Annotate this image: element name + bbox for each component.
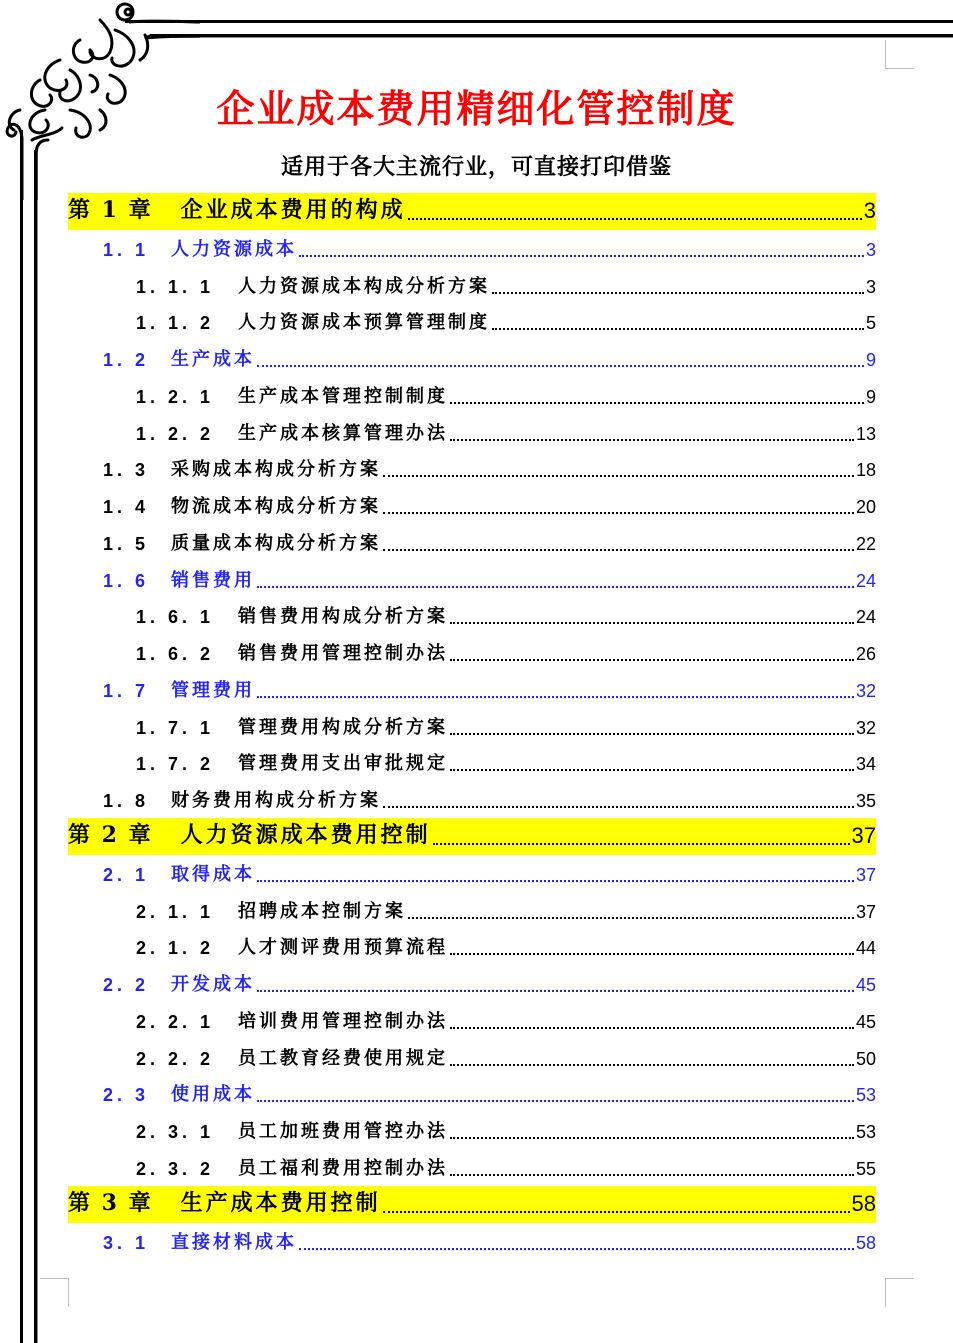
toc-subsection-entry[interactable] xyxy=(68,414,876,451)
toc-page-number: 45 xyxy=(855,1011,876,1032)
toc-entry-title: 直接材料成本 xyxy=(171,1231,297,1253)
toc-subsection-entry[interactable] xyxy=(68,634,876,671)
toc-section-entry[interactable] xyxy=(68,1076,876,1113)
toc-entry-number: 第 3 章 xyxy=(68,1189,153,1216)
toc-entry-number: 2. 1. 1 xyxy=(136,901,215,922)
toc-page-number: 13 xyxy=(855,423,876,444)
toc-dot-leader xyxy=(450,1162,854,1180)
toc-dot-leader xyxy=(492,280,864,298)
toc-entry-number: 第 1 章 xyxy=(68,197,153,223)
toc-section-entry[interactable] xyxy=(68,487,876,524)
toc-entry-title: 企业成本费用的构成 xyxy=(180,197,406,223)
table-of-contents xyxy=(68,193,876,1260)
toc-entry-number: 2. 2 xyxy=(103,975,150,995)
toc-entry-title: 人才测评费用预算流程 xyxy=(238,937,448,959)
toc-dot-leader xyxy=(450,610,854,628)
page-border-top-outer xyxy=(125,20,953,23)
toc-entry-title: 管理费用构成分析方案 xyxy=(238,716,448,738)
toc-entry-title: 生产成本管理控制制度 xyxy=(238,385,448,407)
toc-entry-title: 取得成本 xyxy=(171,863,255,885)
toc-dot-leader xyxy=(257,868,854,886)
toc-entry-number: 1. 1 xyxy=(103,239,150,260)
toc-section-entry[interactable] xyxy=(68,451,876,488)
toc-entry-title: 生产成本费用控制 xyxy=(180,1189,381,1216)
toc-entry-title: 人力资源成本 xyxy=(171,238,297,260)
toc-section-entry[interactable] xyxy=(68,340,876,377)
toc-dot-leader xyxy=(257,574,854,592)
toc-entry-title: 招聘成本控制方案 xyxy=(238,900,406,922)
toc-entry-number: 1. 6. 1 xyxy=(136,607,215,628)
document-subtitle: 适用于各大主流行业，可直接打印借鉴 xyxy=(280,154,672,180)
toc-section-entry[interactable] xyxy=(68,855,876,892)
toc-dot-leader xyxy=(383,794,854,812)
toc-dot-leader xyxy=(383,463,854,481)
toc-subsection-entry[interactable] xyxy=(68,892,876,929)
page-border-left-outer xyxy=(20,130,23,1343)
toc-page-number: 18 xyxy=(855,460,876,481)
toc-entry-number: 1. 1. 1 xyxy=(136,276,215,297)
toc-page-number: 5 xyxy=(865,313,876,334)
toc-entry-number: 1. 3 xyxy=(103,460,150,481)
toc-entry-number: 2. 1 xyxy=(103,864,150,885)
toc-section-entry[interactable] xyxy=(68,781,876,818)
toc-entry-title: 管理费用支出审批规定 xyxy=(238,753,448,775)
toc-entry-title: 使用成本 xyxy=(171,1084,255,1106)
toc-subsection-entry[interactable] xyxy=(68,929,876,966)
toc-section-entry[interactable] xyxy=(68,230,876,267)
toc-dot-leader xyxy=(450,721,854,739)
toc-entry-title: 销售费用 xyxy=(171,569,255,591)
toc-page-number: 37 xyxy=(855,864,876,885)
toc-section-entry[interactable] xyxy=(68,1223,876,1260)
toc-page-number: 24 xyxy=(855,570,876,591)
toc-entry-title: 生产成本核算管理办法 xyxy=(238,422,448,444)
toc-entry-number: 2. 3 xyxy=(103,1085,150,1106)
toc-section-entry[interactable] xyxy=(68,965,876,1002)
toc-dot-leader xyxy=(257,684,854,702)
toc-dot-leader xyxy=(408,905,854,923)
toc-page-number: 3 xyxy=(865,276,876,297)
toc-subsection-entry[interactable] xyxy=(68,1149,876,1186)
toc-entry-title: 管理费用 xyxy=(171,679,255,701)
toc-entry-number: 1. 1. 2 xyxy=(136,313,215,334)
toc-dot-leader xyxy=(450,1125,854,1143)
toc-entry-number: 3. 1 xyxy=(103,1232,150,1253)
toc-entry-number: 1. 8 xyxy=(103,791,150,811)
toc-chapter-entry[interactable] xyxy=(68,1186,876,1223)
toc-entry-number: 1. 4 xyxy=(103,497,150,517)
toc-dot-leader xyxy=(383,537,854,555)
toc-dot-leader xyxy=(450,757,854,775)
toc-page-number: 20 xyxy=(855,497,876,517)
toc-subsection-entry[interactable] xyxy=(68,708,876,745)
toc-page-number: 53 xyxy=(855,1085,876,1106)
toc-page-number: 35 xyxy=(855,791,876,811)
toc-entry-number: 1. 2. 1 xyxy=(136,386,215,407)
toc-dot-leader xyxy=(383,500,854,518)
toc-dot-leader xyxy=(433,827,850,849)
toc-subsection-entry[interactable] xyxy=(68,1112,876,1149)
toc-entry-title: 生产成本 xyxy=(171,349,255,370)
toc-page-number: 50 xyxy=(855,1048,876,1069)
toc-entry-number: 2. 1. 2 xyxy=(136,938,215,959)
toc-dot-leader xyxy=(450,647,854,665)
toc-subsection-entry[interactable] xyxy=(68,1002,876,1039)
toc-subsection-entry[interactable] xyxy=(68,745,876,782)
toc-dot-leader xyxy=(257,1088,854,1106)
toc-entry-title: 质量成本构成分析方案 xyxy=(171,532,381,554)
toc-page-number: 34 xyxy=(855,754,876,775)
toc-page-number: 24 xyxy=(855,607,876,628)
toc-chapter-entry[interactable] xyxy=(68,818,876,855)
toc-entry-title: 人力资源成本构成分析方案 xyxy=(238,275,490,297)
toc-page-number: 9 xyxy=(865,350,876,370)
toc-entry-number: 1. 2. 2 xyxy=(136,423,215,444)
toc-entry-title: 人力资源成本预算管理制度 xyxy=(238,312,490,334)
toc-entry-title: 销售费用构成分析方案 xyxy=(238,606,448,628)
page-border-top-inner xyxy=(150,34,953,37)
toc-dot-leader xyxy=(492,316,864,334)
toc-dot-leader xyxy=(450,390,864,408)
toc-dot-leader xyxy=(450,1052,854,1070)
toc-entry-number: 2. 3. 2 xyxy=(136,1158,215,1179)
toc-entry-title: 员工教育经费使用规定 xyxy=(238,1047,448,1069)
toc-page-number: 53 xyxy=(855,1122,876,1142)
toc-page-number: 58 xyxy=(855,1232,876,1253)
toc-dot-leader xyxy=(450,1015,854,1033)
toc-entry-title: 培训费用管理控制办法 xyxy=(238,1010,448,1032)
toc-chapter-entry[interactable] xyxy=(68,193,876,230)
toc-page-number: 9 xyxy=(865,386,876,407)
toc-subsection-entry[interactable] xyxy=(68,267,876,304)
toc-dot-leader xyxy=(408,202,862,224)
toc-dot-leader xyxy=(299,243,864,261)
toc-entry-number: 1. 6. 2 xyxy=(136,644,215,664)
toc-dot-leader xyxy=(450,941,854,959)
crop-mark-top-right xyxy=(885,40,914,69)
crop-mark-bottom-left xyxy=(40,1278,69,1307)
toc-entry-number: 2. 3. 1 xyxy=(136,1122,215,1142)
toc-entry-title: 财务费用构成分析方案 xyxy=(171,790,381,811)
toc-page-number: 44 xyxy=(855,938,876,959)
toc-entry-number: 2. 2. 2 xyxy=(136,1048,215,1069)
toc-page-number: 37 xyxy=(855,901,876,922)
toc-dot-leader xyxy=(383,1195,850,1217)
toc-entry-title: 开发成本 xyxy=(171,974,255,995)
toc-page-number: 55 xyxy=(855,1158,876,1179)
toc-entry-title: 员工福利费用控制办法 xyxy=(238,1157,448,1179)
toc-entry-number: 1. 7. 1 xyxy=(136,717,215,738)
toc-entry-number: 第 2 章 xyxy=(68,822,153,848)
toc-page-number: 26 xyxy=(855,644,876,664)
toc-entry-title: 人力资源成本费用控制 xyxy=(180,822,431,848)
page-border-left-inner xyxy=(34,150,37,1343)
toc-entry-number: 1. 7 xyxy=(103,680,150,701)
toc-section-entry[interactable] xyxy=(68,524,876,561)
toc-entry-title: 员工加班费用管控办法 xyxy=(238,1121,448,1142)
toc-page-number: 37 xyxy=(851,823,876,848)
toc-page-number: 58 xyxy=(851,1190,876,1216)
toc-subsection-entry[interactable] xyxy=(68,304,876,341)
toc-entry-number: 1. 7. 2 xyxy=(136,754,215,775)
toc-entry-title: 采购成本构成分析方案 xyxy=(171,459,381,481)
toc-entry-number: 1. 6 xyxy=(103,570,150,591)
toc-dot-leader xyxy=(257,978,854,996)
toc-entry-number: 1. 2 xyxy=(103,350,150,370)
toc-page-number: 45 xyxy=(855,975,876,995)
toc-page-number: 3 xyxy=(863,198,876,223)
toc-page-number: 32 xyxy=(855,717,876,738)
toc-entry-number: 1. 5 xyxy=(103,533,150,554)
toc-section-entry[interactable] xyxy=(68,561,876,598)
toc-entry-title: 物流成本构成分析方案 xyxy=(171,496,381,517)
toc-dot-leader xyxy=(257,353,864,371)
toc-page-number: 22 xyxy=(855,533,876,554)
crop-mark-bottom-right xyxy=(885,1278,914,1307)
toc-entry-number: 2. 2. 1 xyxy=(136,1011,215,1032)
toc-dot-leader xyxy=(450,427,854,445)
toc-page-number: 3 xyxy=(865,239,876,260)
toc-section-entry[interactable] xyxy=(68,671,876,708)
toc-entry-title: 销售费用管理控制办法 xyxy=(238,643,448,664)
toc-dot-leader xyxy=(299,1236,854,1254)
toc-subsection-entry[interactable] xyxy=(68,598,876,635)
toc-subsection-entry[interactable] xyxy=(68,377,876,414)
toc-page-number: 32 xyxy=(855,680,876,701)
toc-subsection-entry[interactable] xyxy=(68,1039,876,1076)
document-title: 企业成本费用精细化管控制度 xyxy=(216,86,737,131)
